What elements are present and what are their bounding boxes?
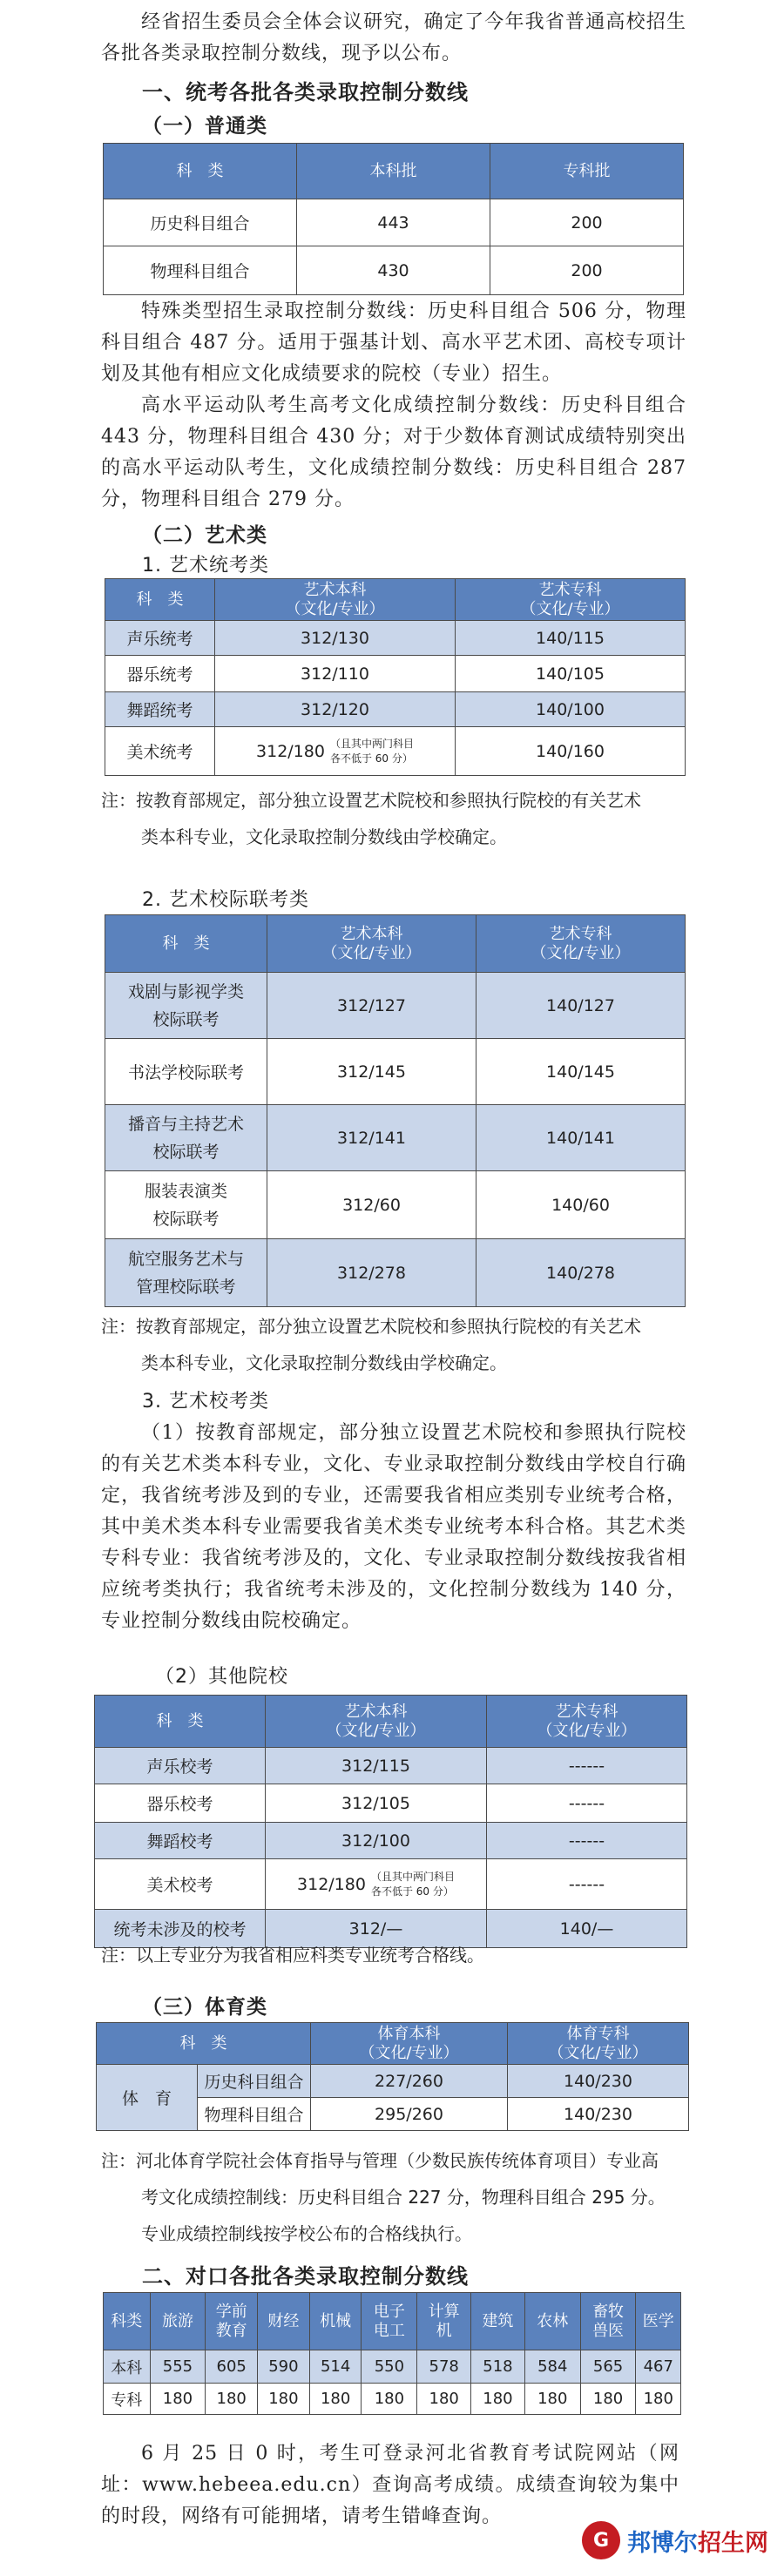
table-cell: 430 (297, 246, 490, 295)
table-cell: 180 (206, 2384, 258, 2415)
table-row (105, 727, 686, 776)
table-cell: 专科 (104, 2384, 151, 2415)
table-cell: 312/145 (267, 1039, 476, 1105)
table-cell: 历史科目组合 (198, 2065, 311, 2098)
table-cell: 本科 (104, 2350, 151, 2384)
art-joint-table (105, 914, 686, 1307)
table-cell: 美术校考 (95, 1859, 266, 1910)
header-cell: 艺术专科 （文化/专业） (456, 579, 686, 621)
pe-heading: （三）体育类 (142, 1996, 267, 2019)
table-cell: 180 (417, 2384, 471, 2415)
table-cell: 467 (636, 2350, 681, 2384)
table-cell: 140/160 (456, 727, 686, 776)
site-watermark (582, 2521, 768, 2559)
other-schools-note: 注：以上专业分为我省相应科类专业统考合格线。 (101, 1945, 484, 1966)
pe-note: 注：河北体育学院社会体育指导与管理（少数民族传统体育项目）专业高 考文化成绩控制线：历史科目组合 227 分，物理科目组合 295 分。 专业成绩控制线按学校公布的合格线执行。 (101, 2150, 666, 2244)
header-cell: 专科批 (490, 144, 684, 199)
table-cell: 518 (471, 2350, 525, 2384)
table-cell: 140/141 (476, 1105, 686, 1171)
table-cell: 312/110 (215, 656, 456, 692)
table-row (104, 199, 684, 246)
art-school-exam-paragraph: （1）按教育部规定，部分独立设置艺术院校和参照执行院校的有关艺术类本科专业，文化、专业录取控制分数线由学校自行确定，我省统考涉及到的专业，还需要我省相应类别专业统考合格，其中美术类本科专业需要我省美术类专业统考本科合格。其艺术类专科专业：我省统考涉及的，文化、专业录取控制分数线按我省相应统考类执行；我省统考未涉及的，文化控制分数线为 140 分，专业控制分数线由院校确定。 (101, 1422, 686, 1632)
sports-team-block (0, 390, 784, 516)
table-cell: ------ (487, 1859, 687, 1910)
table-cell: 统考未涉及的校考 (95, 1910, 266, 1948)
putong-table (103, 143, 684, 295)
header-cell: 体育本科 （文化/专业） (311, 2023, 508, 2065)
table-cell: 140/230 (508, 2098, 689, 2131)
table-row (105, 1039, 686, 1105)
table-row (105, 973, 686, 1039)
table-cell: 312/127 (267, 973, 476, 1039)
table-cell: 180 (636, 2384, 681, 2415)
table-cell: 590 (258, 2350, 310, 2384)
art-joint-heading: 2. 艺术校际联考类 (142, 889, 309, 911)
table-cell: 312/120 (215, 692, 456, 727)
table-row (95, 1748, 687, 1784)
other-schools-heading: （2）其他院校 (155, 1666, 288, 1688)
table-cell: 140/145 (476, 1039, 686, 1105)
table-cell: 312/130 (215, 621, 456, 656)
table-cell: 200 (490, 246, 684, 295)
header-cell: 电子 电工 (362, 2293, 417, 2350)
table-cell: 140/230 (508, 2065, 689, 2098)
table-cell: 605 (206, 2350, 258, 2384)
header-cell: 科 类 (104, 144, 297, 199)
table-cell: 140/— (487, 1910, 687, 1948)
table-cell: 航空服务艺术与 管理校际联考 (105, 1239, 267, 1307)
header-cell: 艺术本科 （文化/专业） (267, 915, 476, 973)
table-cell: 140/60 (476, 1171, 686, 1239)
table-cell: 180 (150, 2384, 206, 2415)
table-row (105, 692, 686, 727)
table-row (95, 1859, 687, 1910)
table-cell: 声乐校考 (95, 1748, 266, 1784)
table-cell: 443 (297, 199, 490, 246)
table-cell: 312/115 (266, 1748, 487, 1784)
table-cell: 180 (258, 2384, 310, 2415)
table-cell: 舞蹈统考 (105, 692, 215, 727)
table-cell: 578 (417, 2350, 471, 2384)
table-cell: 555 (150, 2350, 206, 2384)
table-cell: 200 (490, 199, 684, 246)
header-cell: 艺术本科 （文化/专业） (215, 579, 456, 621)
table-cell: 播音与主持艺术 校际联考 (105, 1105, 267, 1171)
table-cell: ------ (487, 1784, 687, 1823)
table-row (105, 1239, 686, 1307)
table-cell: 227/260 (311, 2065, 508, 2098)
header-cell: 本科批 (297, 144, 490, 199)
header-cell: 机械 (309, 2293, 362, 2350)
table-cell: 312/180 （且其中两门科目 各不低于 60 分） (215, 727, 456, 776)
table-cell: 服装表演类 校际联考 (105, 1171, 267, 1239)
header-cell: 艺术专科 （文化/专业） (487, 1696, 687, 1748)
table-row (105, 621, 686, 656)
art-heading: （二）艺术类 (142, 524, 267, 547)
table-cell: 312/278 (267, 1239, 476, 1307)
table-row (95, 1784, 687, 1823)
table-cell: 物理科目组合 (104, 246, 297, 295)
special-block (0, 296, 784, 390)
table-cell: 历史科目组合 (104, 199, 297, 246)
header-cell: 科类 (104, 2293, 151, 2350)
art-unified-table (105, 578, 686, 776)
table-cell: ------ (487, 1748, 687, 1784)
art-unified-heading: 1. 艺术统考类 (142, 555, 269, 577)
table-cell: 美术统考 (105, 727, 215, 776)
art-joint-note: 注：按教育部规定，部分独立设置艺术院校和参照执行院校的有关艺术 类本科专业，文化录取控制分数线由学校确定。 (101, 1316, 641, 1373)
table-cell: 312/105 (266, 1784, 487, 1823)
header-cell: 科 类 (105, 915, 267, 973)
putong-heading: （一）普通类 (142, 115, 267, 138)
table-cell: 565 (580, 2350, 636, 2384)
table-cell: 器乐校考 (95, 1784, 266, 1823)
table-cell: 戏剧与影视学类 校际联考 (105, 973, 267, 1039)
table-cell: 物理科目组合 (198, 2098, 311, 2131)
table-row (105, 656, 686, 692)
header-cell: 财经 (258, 2293, 310, 2350)
table-cell: 140/105 (456, 656, 686, 692)
table-cell: 舞蹈校考 (95, 1823, 266, 1859)
footer-paragraph: 6 月 25 日 0 时，考生可登录河北省教育考试院网站（网址：www.hebeea.edu.cn）查询高考成绩。成绩查询较为集中的时段，网络有可能拥堵，请考生错峰查询。 (101, 2443, 679, 2527)
brand-logo-icon: G (582, 2521, 620, 2559)
table-row (97, 2065, 689, 2098)
table-row (105, 1105, 686, 1171)
table-row (105, 1171, 686, 1239)
art-school-exam-heading: 3. 艺术校考类 (142, 1391, 269, 1413)
table-cell: 295/260 (311, 2098, 508, 2131)
vocational-table (103, 2292, 681, 2415)
header-cell: 艺术本科 （文化/专业） (266, 1696, 487, 1748)
table-cell: 180 (362, 2384, 417, 2415)
table-cell: 312/— (266, 1910, 487, 1948)
header-cell: 畜牧 兽医 (580, 2293, 636, 2350)
table-cell: 器乐统考 (105, 656, 215, 692)
art-school-exam-block (0, 1418, 784, 1637)
brand-name: 邦博尔招生网 (627, 2529, 768, 2557)
pe-table (96, 2022, 689, 2131)
header-cell: 农林 (524, 2293, 580, 2350)
table-row (104, 2350, 681, 2384)
section-1-heading: 一、统考各批各类录取控制分数线 (142, 80, 469, 105)
special-paragraph: 特殊类型招生录取控制分数线：历史科目组合 506 分，物理科目组合 487 分。适用于强基计划、高水平艺术团、高校专项计划及其他有相应文化成绩要求的院校（专业）招生。 (101, 300, 686, 385)
table-cell: 180 (524, 2384, 580, 2415)
table-cell: 140/100 (456, 692, 686, 727)
table-cell: 体 育 (97, 2065, 198, 2131)
table-cell: 180 (471, 2384, 525, 2415)
table-cell: ------ (487, 1823, 687, 1859)
header-cell: 艺术专科 （文化/专业） (476, 915, 686, 973)
table-cell: 140/115 (456, 621, 686, 656)
header-cell: 计算 机 (417, 2293, 471, 2350)
intro-block (0, 7, 784, 70)
header-cell: 科 类 (105, 579, 215, 621)
table-cell: 140/127 (476, 973, 686, 1039)
header-cell: 建筑 (471, 2293, 525, 2350)
header-cell: 科 类 (97, 2023, 311, 2065)
table-cell: 550 (362, 2350, 417, 2384)
art-unified-note: 注：按教育部规定，部分独立设置艺术院校和参照执行院校的有关艺术 类本科专业，文化录取控制分数线由学校确定。 (101, 790, 641, 847)
table-cell: 514 (309, 2350, 362, 2384)
footer-block (0, 2438, 784, 2532)
table-row (95, 1823, 687, 1859)
section-2-heading: 二、对口各批各类录取控制分数线 (142, 2264, 469, 2289)
header-cell: 学前 教育 (206, 2293, 258, 2350)
table-cell: 180 (580, 2384, 636, 2415)
header-cell: 医学 (636, 2293, 681, 2350)
table-row (104, 2384, 681, 2415)
table-cell: 140/278 (476, 1239, 686, 1307)
table-cell: 声乐统考 (105, 621, 215, 656)
header-cell: 旅游 (150, 2293, 206, 2350)
table-cell: 312/100 (266, 1823, 487, 1859)
table-cell: 书法学校际联考 (105, 1039, 267, 1105)
table-cell: 312/180 （且其中两门科目 各不低于 60 分） (266, 1859, 487, 1910)
intro-paragraph: 经省招生委员会全体会议研究，确定了今年我省普通高校招生各批各类录取控制分数线，现予以公布。 (101, 11, 686, 64)
other-schools-table (94, 1695, 687, 1948)
header-cell: 科 类 (95, 1696, 266, 1748)
table-cell: 312/141 (267, 1105, 476, 1171)
table-cell: 180 (309, 2384, 362, 2415)
table-row (104, 246, 684, 295)
header-cell: 体育专科 （文化/专业） (508, 2023, 689, 2065)
table-cell: 584 (524, 2350, 580, 2384)
sports-team-paragraph: 高水平运动队考生高考文化成绩控制分数线：历史科目组合 443 分，物理科目组合 430 分；对于少数体育测试成绩特别突出的高水平运动队考生，文化成绩控制分数线：历史科目组合 287 分，物理科目组合 279 分。 (101, 394, 686, 510)
table-cell: 312/60 (267, 1171, 476, 1239)
